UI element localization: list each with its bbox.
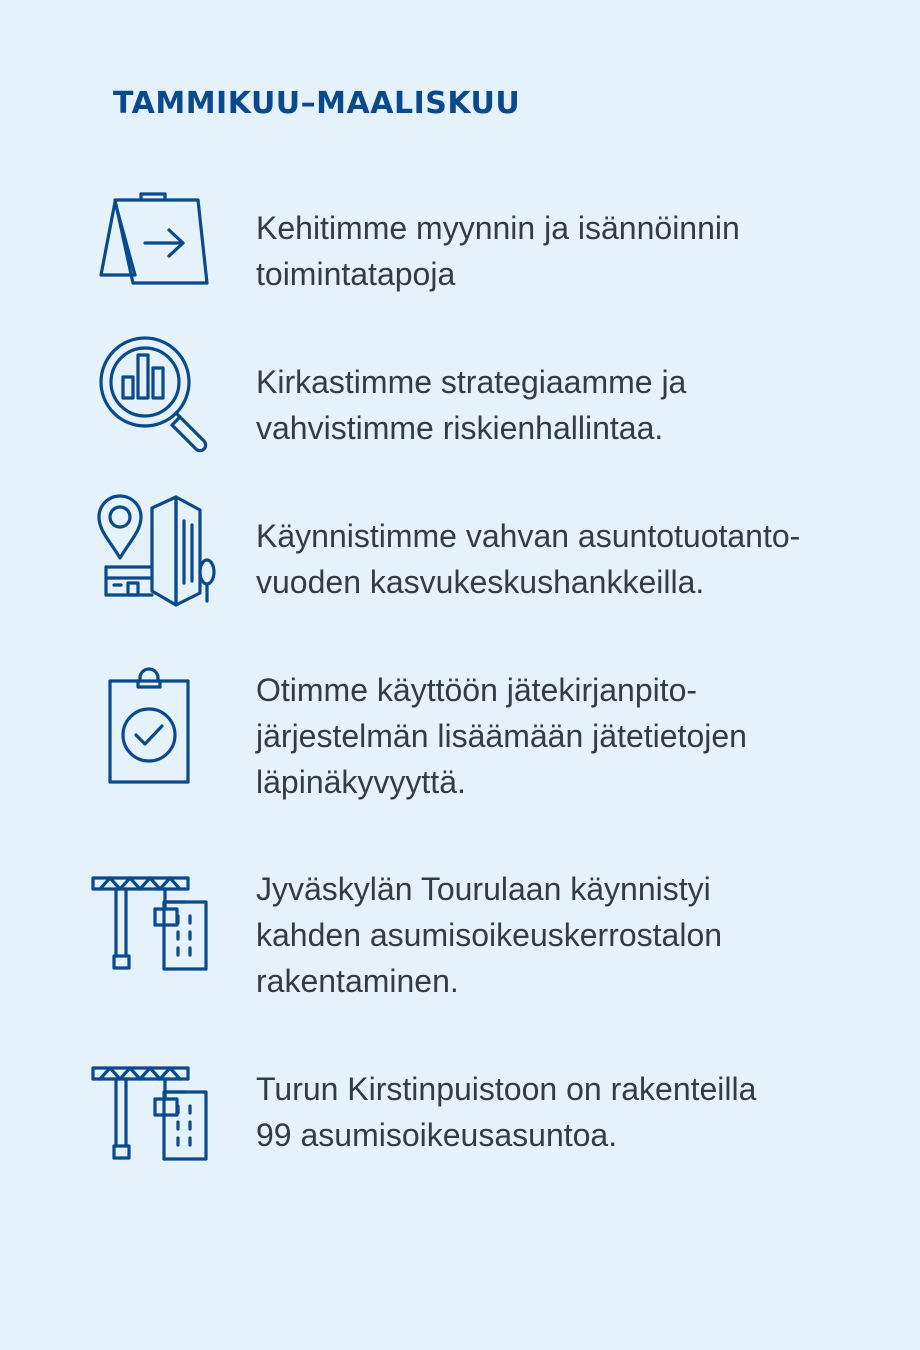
location-buildings-icon (88, 495, 218, 615)
item-text-line: järjestelmän lisäämään jätetietojen (256, 718, 747, 754)
item-text (256, 205, 876, 297)
construction-crane-icon (88, 1066, 218, 1186)
item-text-line: Otimme käyttöön jätekirjanpito- (256, 672, 698, 708)
item-text-line: vahvistimme riskienhallintaa. (256, 410, 664, 446)
item-text (256, 513, 876, 605)
item-text-line: Käynnistimme vahvan asuntotuotanto- (256, 518, 801, 554)
item-text-line: kahden asumisoikeuskerrostalon (256, 917, 723, 953)
item-text (256, 1066, 876, 1158)
item-text-line: vuoden kasvukeskushankkeilla. (256, 564, 705, 600)
item-text-line: toimintatapoja (256, 256, 456, 292)
item-text (256, 359, 876, 451)
item-text-line: rakentaminen. (256, 963, 459, 999)
item-text (256, 866, 876, 1004)
clipboard-check-icon (88, 667, 218, 787)
item-text-line: 99 asumisoikeusasuntoa. (256, 1117, 618, 1153)
item-text (256, 667, 876, 805)
signboard-arrow-icon (88, 193, 218, 313)
item-text-line: Kirkastimme strategiaamme ja (256, 364, 687, 400)
section-heading: TAMMIKUU–MAALISKUU (113, 86, 521, 121)
item-text-line: läpinäkyvyyttä. (256, 764, 466, 800)
item-text-line: Turun Kirstinpuistoon on rakenteilla (256, 1071, 757, 1107)
item-text-line: Kehitimme myynnin ja isännöinnin (256, 210, 740, 246)
item-text-line: Jyväskylän Tourulaan käynnistyi (256, 871, 711, 907)
magnifier-chart-icon (88, 335, 218, 455)
construction-crane-icon (88, 876, 218, 996)
